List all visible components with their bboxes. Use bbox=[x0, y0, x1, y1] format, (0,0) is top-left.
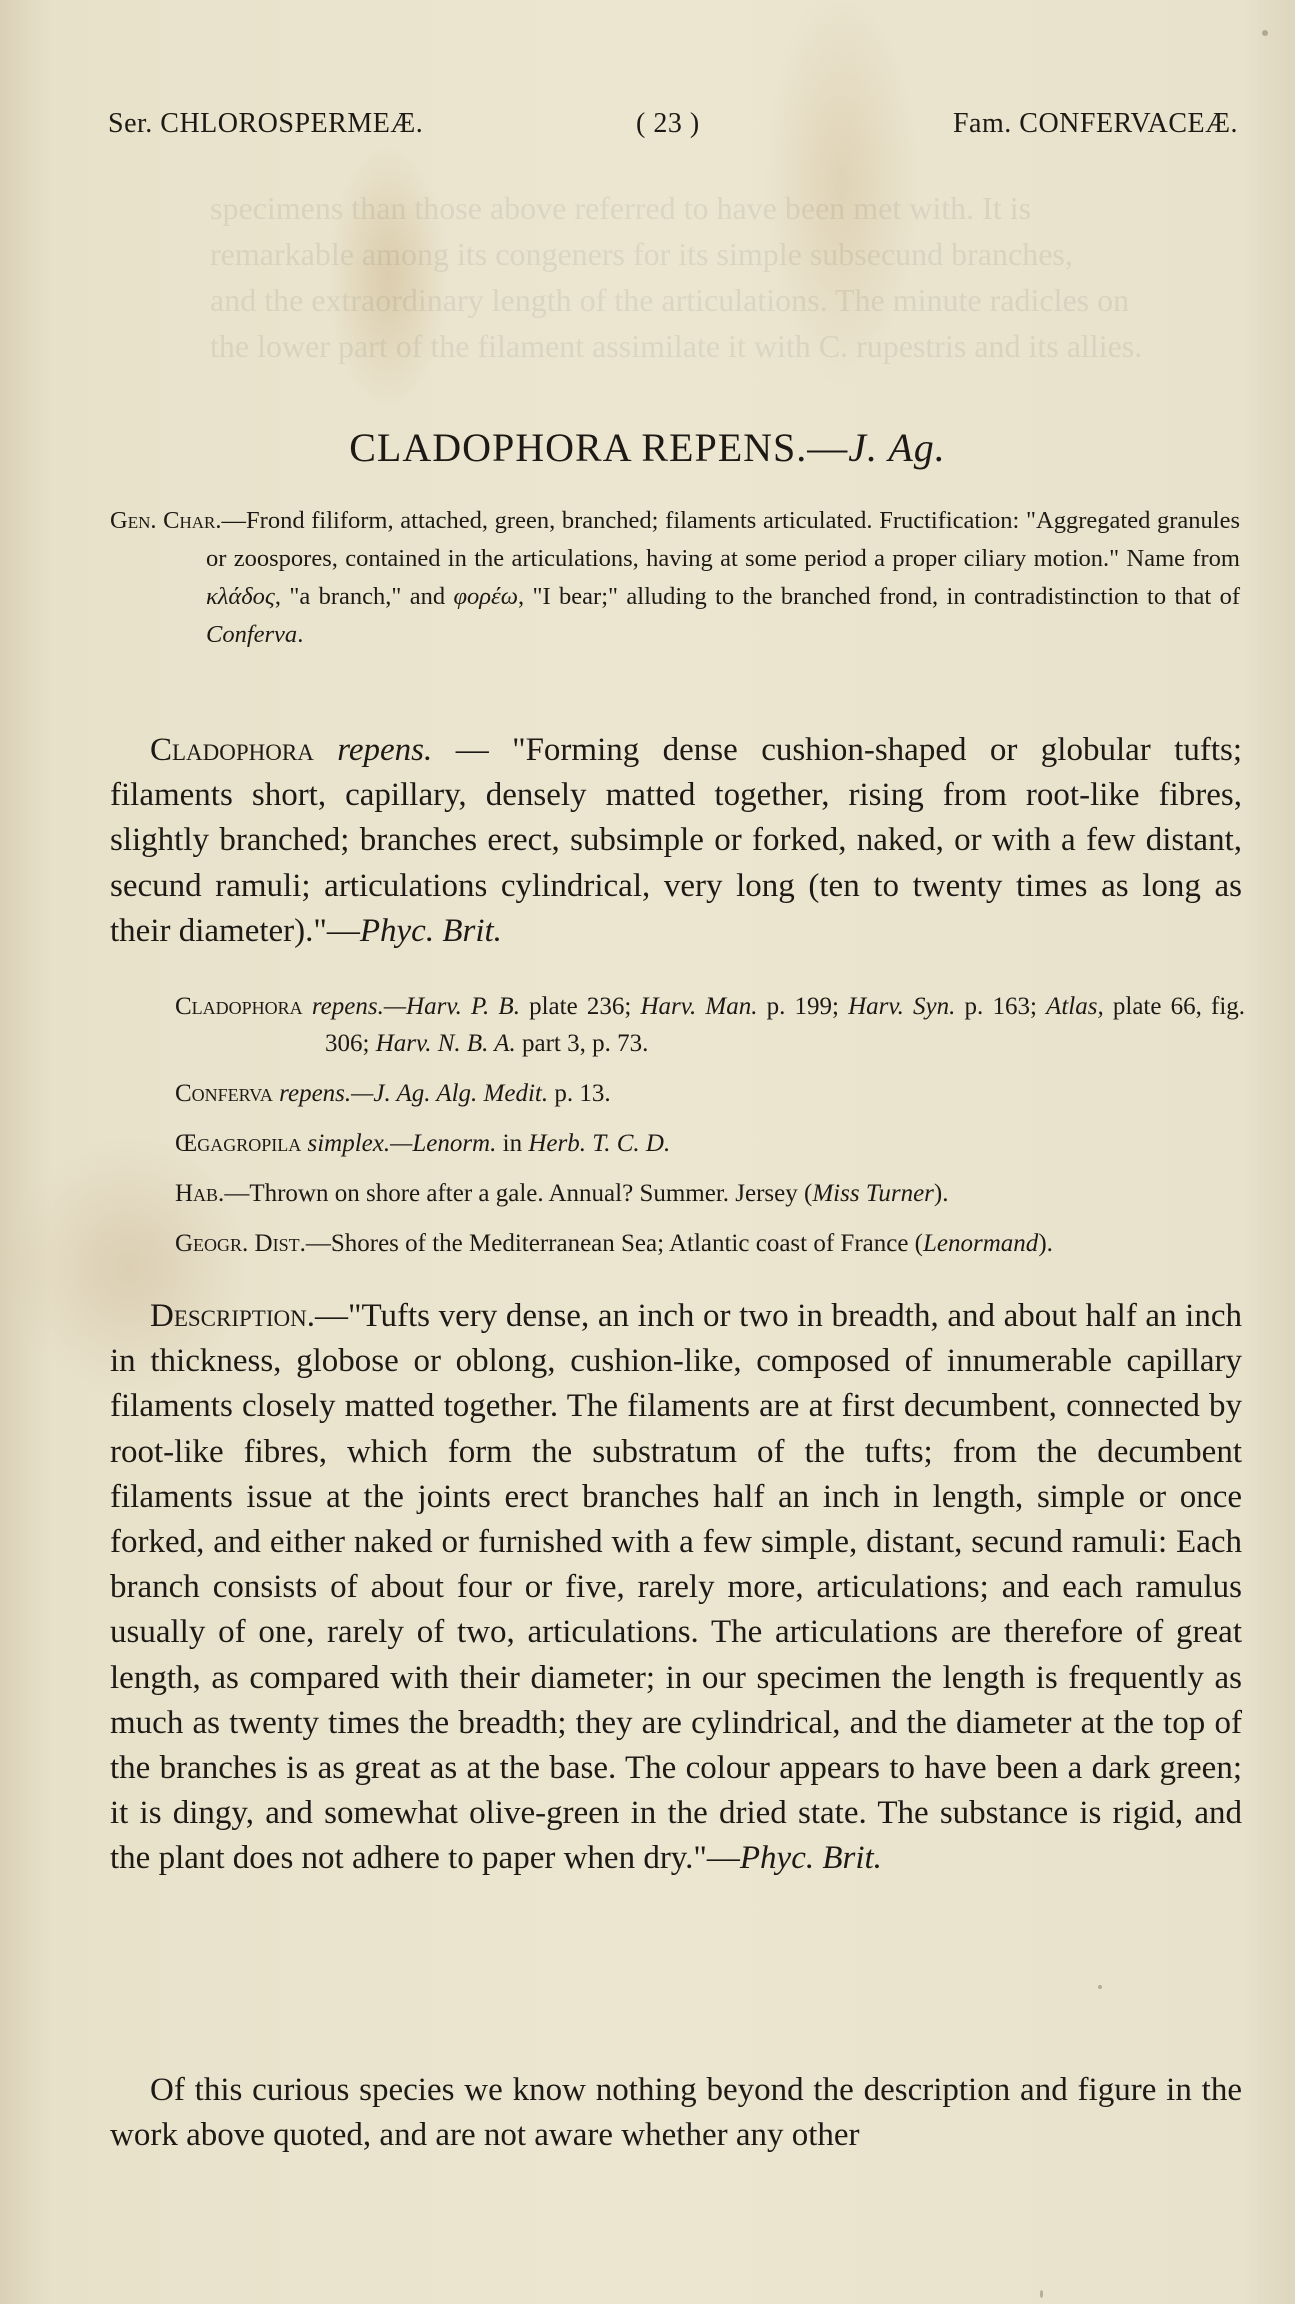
description-text: —"Tufts very dense, an inch or two in breadth, and about half an inch in thickness, globose or oblong, cushion-like, composed of innumerable capillary filaments closely matted together. The filaments are at first decumbent, connected by root-like fibres, which form the substratum of the tufts; from the decumbent filaments issue at the joints erect branches half an inch in length, simple or once forked, and either naked or furnished with a few simple, distant, secund ramuli: Each branch consists of about four or five, rarely more, articulations; and each ramulus usually of one, rarely of two, articulations. The articulations are therefore of great length, as compared with their diameter; in our specimen the length is frequently as much as twenty times the breadth; they are cylindrical, and the diameter at the top of the branches is as great as at the base. The colour appears to have been a dark green; it is dingy, and somewhat olive-green in the dried state. The substance is rigid, and the plant does not adhere to paper when dry."— bbox=[110, 1298, 1242, 1877]
synonym-reference: Harv. Man. bbox=[640, 993, 758, 1020]
synonym-species: simplex.—Lenorm. bbox=[307, 1130, 497, 1157]
synonym-entry bbox=[175, 1075, 1245, 1112]
species-character-paragraph bbox=[110, 728, 1242, 954]
genus-character-label: Gen. Char. bbox=[110, 507, 222, 534]
synonym-species: repens.—Harv. P. B. bbox=[311, 993, 520, 1020]
running-head-series: Ser. CHLOROSPERMEÆ. bbox=[108, 108, 424, 139]
synonym-entry bbox=[175, 988, 1245, 1062]
distribution-text: ). bbox=[1038, 1230, 1053, 1257]
distribution-label: Geogr. Dist. bbox=[175, 1230, 306, 1257]
show-through-line: remarkable among its congeners for its simple subsecund branches, bbox=[210, 236, 1073, 272]
genus-character-text: , "a branch," and bbox=[274, 583, 454, 610]
synonym-text: part 3, p. 73. bbox=[515, 1030, 649, 1057]
synonym-reference: Harv. Syn. bbox=[848, 993, 956, 1020]
synonym-text: plate 236; bbox=[519, 993, 641, 1020]
synonym-text: p. 163; bbox=[955, 993, 1047, 1020]
synonym-text: p. 13. bbox=[548, 1080, 611, 1107]
species-title bbox=[0, 424, 1295, 471]
synonym-reference: Harv. N. B. A. bbox=[375, 1030, 516, 1057]
description-label: Description. bbox=[150, 1298, 315, 1334]
species-genus: Cladophora bbox=[150, 732, 314, 768]
conferva-word: Conferva bbox=[206, 621, 298, 648]
distribution-text: —Shores of the Mediterranean Sea; Atlantic coast of France ( bbox=[305, 1230, 924, 1257]
habitat-text: —Thrown on shore after a gale. Annual? Summer. Jersey ( bbox=[224, 1180, 813, 1207]
description-paragraph bbox=[110, 1294, 1242, 1882]
page-number: ( 23 ) bbox=[636, 108, 700, 139]
closing-paragraph bbox=[110, 2068, 1242, 2158]
running-head-family: Fam. CONFERVACEÆ. bbox=[952, 108, 1238, 139]
genus-character-end: . bbox=[297, 621, 304, 648]
distribution-entry bbox=[175, 1225, 1245, 1262]
running-head bbox=[108, 108, 1238, 148]
paper-speck bbox=[1098, 1985, 1102, 1989]
show-through-line: the lower part of the filament assimilate it with C. rupestris and its allies. bbox=[210, 328, 1143, 364]
closing-paragraph-text: Of this curious species we know nothing beyond the description and figure in the work above quoted, and are not aware whether any other bbox=[110, 2072, 1242, 2154]
paper-speck bbox=[1262, 30, 1268, 36]
synonym-genus: Œgagropila bbox=[175, 1130, 302, 1157]
species-title-authority: J. Ag. bbox=[848, 425, 946, 470]
habitat-collector: Miss Turner bbox=[812, 1180, 934, 1207]
show-through-line: specimens than those above referred to have been met with. It is bbox=[210, 190, 1032, 226]
synonym-reference: Atlas, bbox=[1046, 993, 1104, 1020]
synonym-text: plate 66, fig. 306; bbox=[325, 993, 1246, 1057]
description-source: Phyc. Brit. bbox=[739, 1840, 882, 1877]
synonym-text: p. 199; bbox=[757, 993, 849, 1020]
paper-speck bbox=[1040, 2290, 1043, 2298]
species-character-source: Phyc. Brit. bbox=[359, 912, 502, 949]
synonym-reference: Herb. T. C. D. bbox=[528, 1130, 671, 1157]
habitat-text: ). bbox=[933, 1180, 949, 1207]
genus-character-text: —Frond filiform, attached, green, branched; filaments articulated. Fructification: "Aggregated granules or zoospores, contained in the articulations, having at some period a proper ciliary motion." Name from bbox=[206, 507, 1240, 572]
greek-word: κλάδος bbox=[206, 583, 275, 610]
genus-character-paragraph bbox=[110, 502, 1240, 654]
species-title-name: CLADOPHORA REPENS.— bbox=[349, 425, 849, 470]
synonym-text: in bbox=[496, 1130, 529, 1157]
greek-word: φορέω bbox=[453, 583, 519, 610]
synonym-genus: Cladophora bbox=[175, 993, 303, 1020]
show-through-line: and the extraordinary length of the articulations. The minute radicles on bbox=[210, 282, 1130, 318]
synonym-species: repens.—J. Ag. Alg. Medit. bbox=[279, 1080, 549, 1107]
species-character bbox=[110, 728, 1242, 954]
show-through-text bbox=[210, 185, 1210, 369]
distribution-authority: Lenormand bbox=[923, 1230, 1039, 1257]
synonym-entry bbox=[175, 1125, 1245, 1162]
genus-character-text: , "I bear;" alluding to the branched frond, in contradistinction to that of bbox=[518, 583, 1240, 610]
synonymy bbox=[175, 988, 1245, 1275]
genus-character bbox=[110, 502, 1240, 654]
description bbox=[110, 1294, 1242, 1882]
synonym-genus: Conferva bbox=[175, 1080, 273, 1107]
habitat-label: Hab. bbox=[175, 1180, 225, 1207]
species-epithet: repens. bbox=[337, 732, 433, 768]
habitat-entry bbox=[175, 1175, 1245, 1212]
species-character-text: — "Forming dense cushion-shaped or globular tufts; filaments short, capillary, densely matted together, rising from root-like fibres, slightly branched; branches erect, subsimple or forked, naked, or with a few distant, secund ramuli; articulations cylindrical, very long (ten to twenty times as long as their diameter)."— bbox=[110, 732, 1242, 949]
